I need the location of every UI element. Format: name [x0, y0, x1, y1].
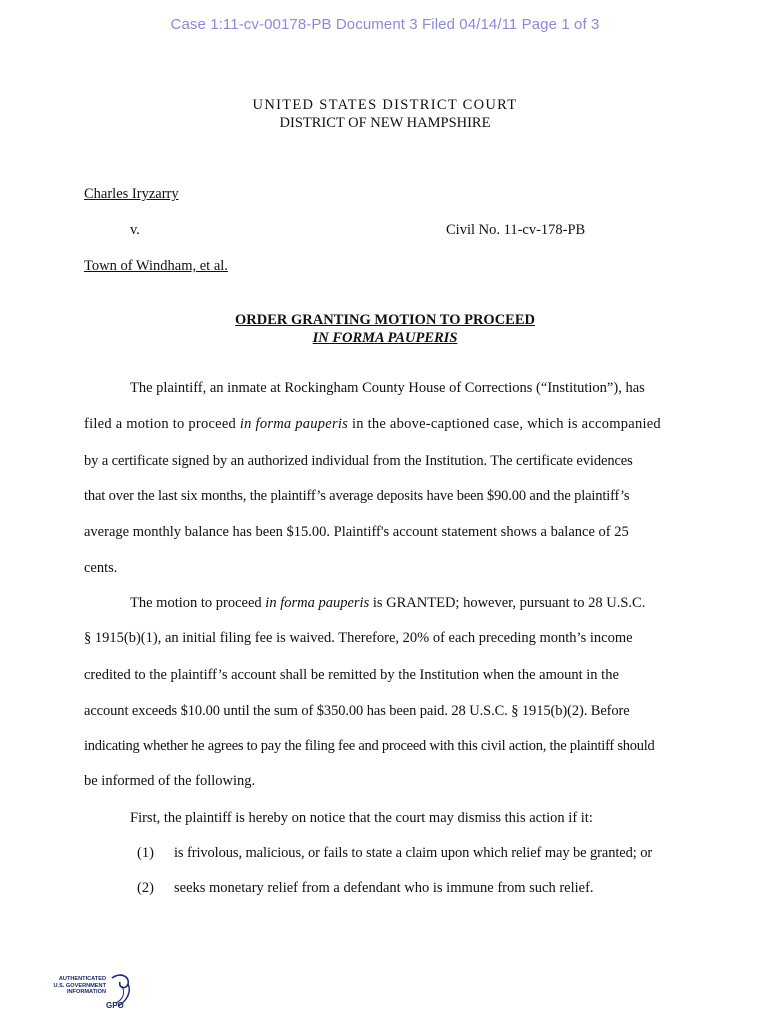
gpo-mark-text: GPO [106, 1001, 124, 1010]
p2-line6: be informed of the following. [84, 773, 256, 789]
gpo-seal-text [44, 976, 106, 996]
court-heading [0, 96, 770, 132]
p1-line3: by a certificate signed by an authorized individual from the Institution. The certificate evidences [84, 453, 633, 469]
court-district: DISTRICT OF NEW HAMPSHIRE [279, 115, 491, 131]
versus-label: v. [130, 222, 140, 238]
p2-line1-c: is GRANTED; however, pursuant to 28 U.S.C. [369, 595, 646, 611]
case-header-stamp: Case 1:11-cv-00178-PB Document 3 Filed 04/14/11 Page 1 of 3 [170, 16, 600, 33]
p2-line5: indicating whether he agrees to pay the filing fee and proceed with this civil action, the plaintiff should [84, 738, 655, 754]
court-name: UNITED STATES DISTRICT COURT [252, 97, 518, 113]
plaintiff-name: Charles Iryzarry [84, 186, 179, 202]
p2-line1 [130, 595, 645, 612]
gpo-line2: U.S. GOVERNMENT [53, 982, 106, 989]
p1-line2-italic: in forma pauperis [239, 416, 349, 432]
list-number: (1) [137, 845, 154, 861]
list-number: (2) [137, 880, 154, 896]
p1-line1: The plaintiff, an inmate at Rockingham County House of Corrections (“Institution”), has [130, 380, 645, 396]
p2-line1-a: The motion to proceed [130, 595, 266, 611]
p3-line: First, the plaintiff is hereby on notice that the court may dismiss this action if it: [130, 810, 593, 826]
p1-line2 [84, 416, 661, 433]
list-text: is frivolous, malicious, or fails to state a claim upon which relief may be granted; or [174, 845, 653, 861]
p1-line4: that over the last six months, the plaintiff’s average deposits have been $90.00 and the plaintiff’s [84, 488, 630, 504]
p2-line3: credited to the plaintiff’s account shall be remitted by the Institution when the amount in the [84, 667, 619, 683]
gpo-eagle-icon [106, 972, 134, 1012]
defendant-name: Town of Windham, et al. [84, 258, 228, 274]
p2-line1-italic: in forma pauperis [265, 595, 370, 611]
p2-line2: § 1915(b)(1), an initial filing fee is waived. Therefore, 20% of each preceding month’s income [84, 630, 633, 646]
p2-line4: account exceeds $10.00 until the sum of $350.00 has been paid. 28 U.S.C. § 1915(b)(2). Before [84, 703, 630, 719]
gpo-line3: INFORMATION [66, 989, 106, 996]
p1-line2-a: filed a motion to proceed [84, 416, 240, 432]
gpo-authentication-seal [44, 972, 134, 1016]
order-title [0, 311, 770, 347]
list-text: seeks monetary relief from a defendant who is immune from such relief. [174, 880, 594, 896]
p1-line6: cents. [84, 560, 118, 576]
order-title-line2: IN FORMA PAUPERIS [312, 330, 458, 346]
p1-line5: average monthly balance has been $15.00. Plaintiff's account statement shows a balance of 25 [84, 524, 629, 540]
gpo-line1: AUTHENTICATED [58, 976, 106, 982]
civil-number: Civil No. 11-cv-178-PB [446, 222, 586, 238]
order-title-line1: ORDER GRANTING MOTION TO PROCEED [235, 312, 535, 328]
p1-line2-c: in the above-captioned case, which is accompanied [348, 416, 661, 432]
